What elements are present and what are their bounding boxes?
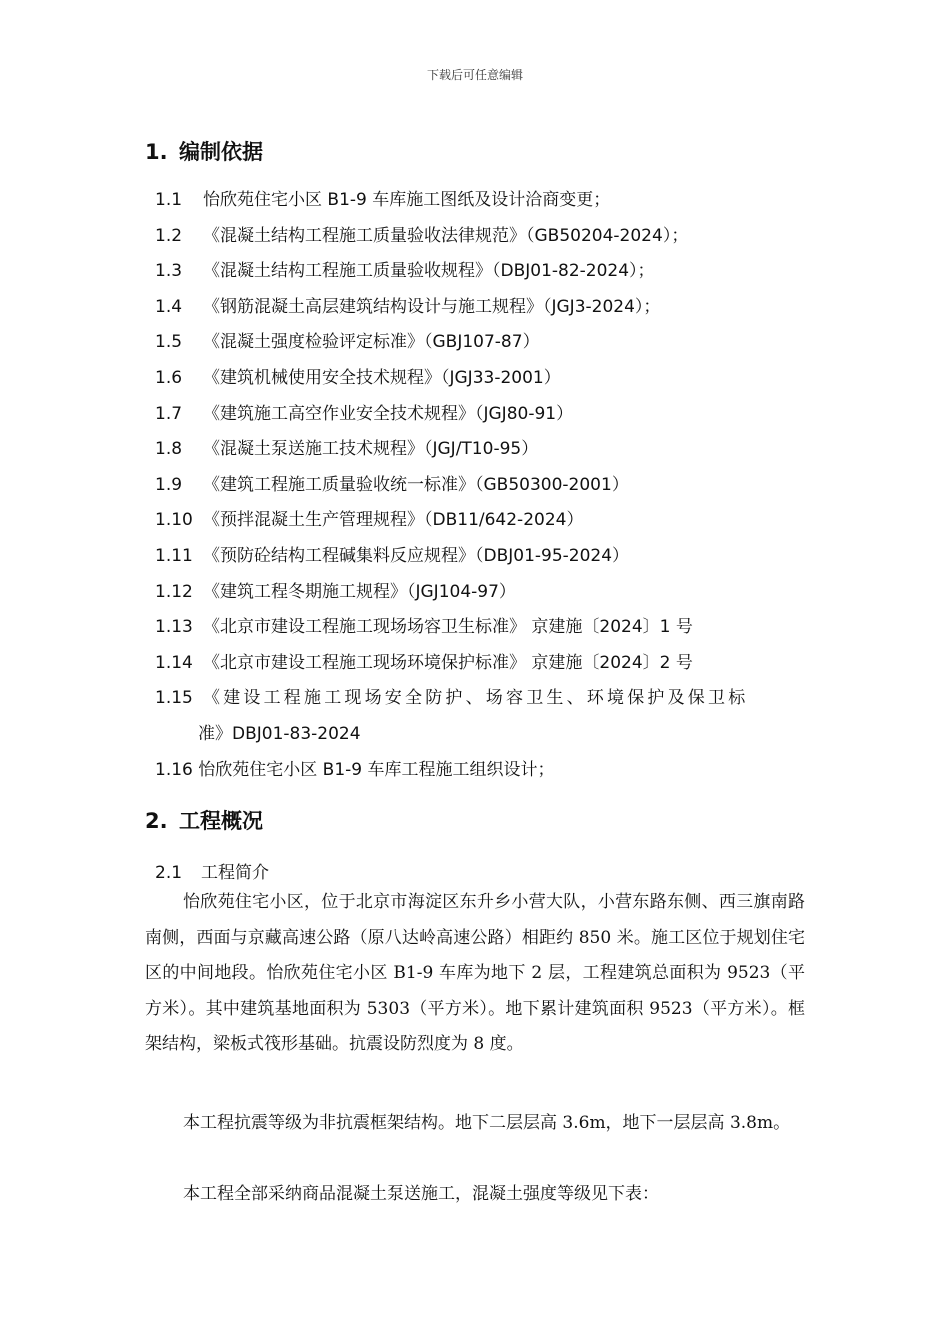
- reference-item: [155, 609, 810, 645]
- section-heading-1: [145, 136, 263, 166]
- section-heading-2: [145, 805, 263, 835]
- reference-number: 1.11: [155, 546, 193, 566]
- reference-number: 1.6: [155, 368, 183, 388]
- reference-item: [155, 253, 810, 289]
- reference-item: [155, 502, 810, 538]
- page-header: 下载后可任意编辑: [426, 68, 523, 82]
- reference-text: 《建筑机械使用安全技术规程》（JGJ33-2001）: [203, 368, 561, 388]
- reference-number: 1.16: [155, 760, 193, 780]
- reference-text: 《混凝土结构工程施工质量验收规程》（DBJ01-82-2024）；: [203, 261, 655, 282]
- reference-number: 1.12: [155, 581, 193, 602]
- paragraph-seismic: 本工程抗震等级为非抗震框架结构。地下二层层高 3.6m，地下一层层高 3.8m。: [183, 1113, 791, 1133]
- paragraph-concrete: 本工程全部采纳商品混凝土泵送施工，混凝土强度等级见下表：: [183, 1184, 659, 1204]
- reference-text: 《混凝土结构工程施工质量验收法律规范》（GB50204-2024）；: [203, 225, 689, 246]
- reference-number: 1.7: [155, 403, 183, 424]
- reference-number: 1.3: [155, 261, 183, 282]
- subsection-number: 2.1: [155, 863, 183, 883]
- reference-item: [155, 324, 810, 360]
- reference-item: [155, 431, 810, 467]
- reference-text: 《混凝土强度检验评定标准》（GBJ107-87）: [203, 332, 540, 353]
- reference-number: 1.13: [155, 617, 193, 638]
- section-title: 编制依据: [179, 140, 263, 164]
- reference-item: [155, 680, 810, 752]
- reference-item: [155, 467, 810, 503]
- reference-item: [155, 396, 810, 432]
- reference-text: 怡欣苑住宅小区 B1-9 车库施工图纸及设计洽商变更；: [203, 190, 611, 210]
- reference-item: [155, 645, 810, 681]
- reference-item: [155, 752, 810, 788]
- section-number: 2.: [145, 809, 168, 833]
- reference-text: 《混凝土泵送施工技术规程》（JGJ/T10-95）: [203, 439, 539, 460]
- reference-number: 1.8: [155, 439, 183, 460]
- section-title: 工程概况: [179, 809, 263, 833]
- reference-text-line1: 《建设工程施工现场安全防护、场容卫生、环境保护及保卫标: [203, 688, 749, 708]
- reference-number: 1.1: [155, 190, 183, 210]
- section-number: 1.: [145, 140, 168, 164]
- reference-text: 《钢筋混凝土高层建筑结构设计与施工规程》（JGJ3-2024）；: [203, 296, 661, 317]
- reference-item: [155, 182, 810, 218]
- reference-text-line2: 准》DBJ01-83-2024: [198, 724, 361, 744]
- subsection-heading: [155, 858, 269, 883]
- reference-number: 1.14: [155, 652, 193, 673]
- reference-text: 《北京市建设工程施工现场场容卫生标准》 京建施〔2024〕1 号: [203, 617, 693, 638]
- reference-number: 1.2: [155, 225, 183, 246]
- reference-item: [155, 574, 810, 610]
- reference-text: 《北京市建设工程施工现场环境保护标准》 京建施〔2024〕2 号: [203, 652, 693, 673]
- reference-text: 《预防砼结构工程碱集料反应规程》（DBJ01-95-2024）: [203, 546, 630, 566]
- reference-item: [155, 538, 810, 574]
- reference-text: 《建筑工程施工质量验收统一标准》（GB50300-2001）: [203, 474, 629, 495]
- reference-number: 1.5: [155, 332, 183, 353]
- reference-item: [155, 218, 810, 254]
- reference-item: [155, 360, 810, 396]
- reference-number: 1.4: [155, 296, 183, 317]
- reference-number: 1.10: [155, 510, 193, 531]
- reference-item: [155, 289, 810, 325]
- reference-text: 《建筑施工高空作业安全技术规程》（JGJ80-91）: [203, 403, 574, 424]
- reference-number: 1.15: [155, 688, 193, 708]
- reference-number: 1.9: [155, 474, 183, 495]
- reference-text: 怡欣苑住宅小区 B1-9 车库工程施工组织设计；: [198, 760, 555, 780]
- reference-text: 《建筑工程冬期施工规程》（JGJ104-97）: [203, 581, 516, 602]
- reference-text: 《预拌混凝土生产管理规程》（DB11/642-2024）: [203, 510, 584, 531]
- subsection-title: 工程简介: [201, 863, 269, 883]
- paragraph-intro: 怡欣苑住宅小区，位于北京市海淀区东升乡小营大队，小营东路东侧、西三旗南路南侧，西面与京藏高速公路（原八达岭高速公路）相距约 850 米。施工区位于规划住宅区的中间地段。怡欣苑住宅小区 B1-9 车库为地下 2 层，工程建筑总面积为 9523（平方米）。其中建筑基地面积为 5303（平方米）。地下累计建筑面积 9523（平方米）。框架结构，梁板式筏形基础。抗震设防烈度为 8 度。: [145, 892, 805, 1054]
